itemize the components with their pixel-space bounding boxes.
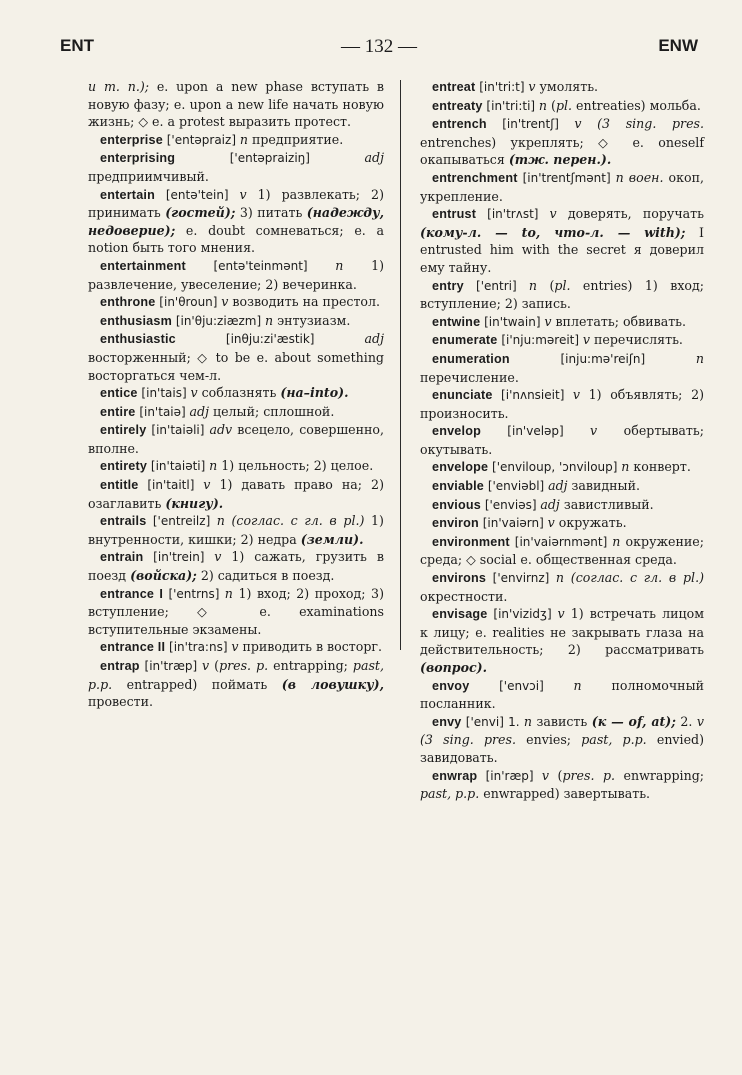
entry-headword: enthusiastic [100, 332, 176, 347]
entry-usage-note: (книгу). [165, 495, 224, 511]
entry-headword: enthrone [100, 295, 156, 310]
entry-grammar-label: pl. [555, 97, 573, 113]
entry-text: перечисление. [420, 369, 519, 385]
dictionary-entry [420, 115, 704, 169]
entry-grammar-label: adj [548, 478, 568, 494]
dictionary-entry [420, 569, 704, 605]
entry-headword: envisage [432, 607, 488, 622]
entry-headword: envoy [432, 678, 470, 693]
entry-usage-note: (в ловушку), [281, 676, 384, 692]
entry-grammar-label: v [202, 658, 210, 673]
entry-grammar-label: n [239, 131, 248, 147]
entry-text: вплетать; обвивать. [551, 313, 687, 329]
dictionary-entry [420, 277, 704, 313]
entry-pronunciation: ['envɔi] [469, 678, 574, 693]
entry-grammar-label: adj [540, 496, 560, 512]
dictionary-entry [420, 605, 704, 676]
dictionary-entry [88, 585, 384, 639]
entry-grammar-label: v [590, 423, 598, 439]
dictionary-entry [88, 149, 384, 185]
entry-text: 3) питать [235, 205, 307, 221]
entry-grammar-label: n [621, 459, 630, 475]
entry-pronunciation: [in'trentʃ] [486, 117, 575, 132]
dictionary-entry [88, 131, 384, 150]
entry-text: окрестности. [420, 588, 508, 604]
entry-pronunciation: [in'vizidʒ] [487, 607, 558, 622]
entry-headword: environment [432, 534, 510, 549]
entry-pronunciation: [in'taiə] [135, 404, 190, 419]
entry-pronunciation: [inθju:zi'æstik] [175, 332, 365, 347]
entry-text: 2) садиться в поезд. [196, 568, 335, 584]
dictionary-entry [420, 496, 704, 515]
entry-headword: entitle [100, 478, 139, 493]
entry-headword: entrap [100, 659, 140, 673]
entry-pronunciation: [in'tais] [137, 386, 191, 401]
entry-headword: envelop [432, 424, 481, 439]
entry-grammar-label: n [615, 169, 624, 185]
entry-grammar-label: pres. p. [219, 658, 269, 673]
entry-text: окружение; среда; ◇ social e. общественная среда. [420, 533, 704, 568]
entry-text: ( [537, 277, 555, 293]
entry-grammar-label: (3 sing. pres. [420, 732, 516, 748]
dictionary-entry [88, 257, 384, 293]
entry-headword: enviable [432, 479, 484, 494]
entry-text [225, 513, 232, 528]
entry-grammar-label: n [555, 570, 565, 586]
entry-text: enwrapped) завертывать. [479, 786, 651, 802]
entry-pronunciation: [in'taitl] [138, 478, 204, 493]
entry-headword: enterprising [100, 151, 176, 166]
dictionary-entry [420, 514, 704, 533]
entry-grammar-label: (соглас. с гл. в pl.) [570, 570, 704, 586]
entry-pronunciation: [in'θroun] [155, 295, 222, 310]
entry-grammar-label: adv [209, 422, 233, 438]
entry-pronunciation: [i'nʌnsieit] [492, 388, 573, 403]
dictionary-entry [88, 384, 384, 403]
right-column [420, 78, 704, 803]
entry-grammar-label: (соглас. с гл. в pl.) [231, 513, 365, 529]
entry-text: ( [209, 658, 220, 673]
entry-pronunciation: ['envirnz] [486, 571, 556, 586]
entry-grammar-label: past, p.p. [88, 658, 384, 692]
entry-usage-note: (гостей); [165, 205, 236, 221]
entry-grammar-label: v [549, 206, 557, 222]
entry-pronunciation: [in'trein] [143, 550, 215, 565]
dictionary-entry [420, 767, 704, 803]
entry-text: окружать. [554, 515, 627, 531]
entry-text: entrenches) укреплять; ◇ e. oneself окапываться [420, 134, 704, 168]
dictionary-entry [88, 330, 384, 384]
entry-usage-note: (надежду, недоверие); [88, 205, 384, 238]
dictionary-entry [420, 331, 704, 350]
entry-headword: envelope [432, 460, 489, 475]
dictionary-entry [88, 312, 384, 331]
dictionary-entry [420, 477, 704, 496]
entry-text: восторженный; ◇ to be e. about something восторгаться чем-л. [88, 349, 384, 383]
entry-headword: envy [432, 714, 462, 729]
entry-text: 1) давать право на; 2) озаглавить [88, 477, 384, 511]
entry-pronunciation: [in'tri:t] [475, 80, 529, 94]
entry-grammar-label: adj [364, 150, 384, 166]
entry-grammar-label: n [528, 277, 538, 293]
entry-text: окоп, укрепление. [420, 169, 704, 204]
entry-pronunciation: [in'tri:ti] [482, 98, 539, 113]
entry-text: envies; [515, 732, 582, 748]
entry-pronunciation: ['enviəs] [481, 497, 541, 512]
entry-headword: entrance II [100, 640, 166, 655]
page-number: — 132 — [341, 36, 417, 57]
entry-headword: entertainment [100, 258, 186, 273]
entry-headword: entirely [100, 423, 147, 438]
entry-text: 1) развлечение, увеселение; 2) вечеринка. [88, 257, 385, 292]
entry-text: 1) цельность; 2) целое. [217, 458, 374, 474]
entry-grammar-label: v [231, 639, 239, 655]
entry-pronunciation: [in'taiəli] [146, 423, 210, 438]
dictionary-entry [420, 97, 704, 116]
entry-grammar-label: n [209, 458, 218, 474]
entry-grammar-label: v [696, 713, 704, 729]
entry-text: entries) 1) вход; вступление; 2) запись. [420, 277, 704, 312]
entry-grammar-label: v [557, 606, 565, 622]
dictionary-entry [420, 350, 704, 386]
entry-pronunciation: ['entəpraiziŋ] [175, 151, 365, 166]
entry-text: провести. [88, 694, 153, 710]
entry-text: энтузиазм. [273, 312, 351, 328]
header-left-guide-word: ENT [60, 36, 94, 55]
entry-headword: entrain [100, 550, 144, 565]
entry-pronunciation: [in'θju:ziæzm] [172, 313, 265, 328]
entry-text: возводить на престол. [228, 294, 381, 310]
entry-grammar-label: v [574, 116, 582, 132]
entry-text: ( [547, 97, 556, 113]
entry-headword: entrench [432, 117, 487, 132]
entry-text: завидный. [567, 478, 640, 494]
entry-headword: enumerate [432, 333, 498, 348]
entry-usage-note: (вопрос). [420, 660, 488, 675]
entry-text: 2. [675, 713, 697, 729]
entry-headword: entertain [100, 187, 155, 202]
entry-pronunciation: [in'tra:ns] [165, 640, 232, 655]
entry-grammar-label: pl. [554, 277, 571, 293]
entry-grammar-label: v [544, 313, 552, 329]
dictionary-entry [420, 313, 704, 332]
entry-headword: entreaty [432, 98, 483, 113]
dictionary-entry [88, 548, 384, 584]
entry-text: 1) вход; 2) проход; 3) вступление; ◇ e. examinations вступительные экзамены. [88, 585, 384, 637]
entry-text: приводить в восторг. [238, 639, 382, 655]
entry-text: entreaties) мольба. [572, 97, 701, 113]
dictionary-entry [88, 657, 384, 711]
entry-grammar-label: воен. [628, 169, 664, 185]
entry-headword: entreat [432, 80, 476, 94]
entry-grammar-label: n [224, 585, 233, 601]
entry-pronunciation: [in'twain] [480, 314, 545, 329]
entry-text: e. doubt сомневаться; e. a notion быть того мнения. [88, 222, 384, 256]
entry-text: целый; сплошной. [209, 403, 335, 419]
entry-headword: enterprise [100, 132, 163, 147]
entry-pronunciation: [in'vaiərnmənt] [509, 534, 613, 549]
entry-pronunciation: ['envi] 1. [461, 714, 524, 729]
entry-text: зависть [532, 713, 592, 729]
entry-pronunciation: ['entreilz] [146, 514, 217, 529]
dictionary-entry [420, 386, 704, 422]
entry-pronunciation: ['enviəbl] [484, 479, 549, 494]
dictionary-entry [420, 205, 704, 276]
dictionary-entry [88, 638, 384, 657]
entry-grammar-label: v [582, 332, 591, 348]
entry-headword: entwine [432, 314, 481, 329]
entry-text: enwrapping; [615, 767, 704, 783]
entry-pronunciation: [entə'tein] [155, 187, 240, 202]
entry-text: полномочный посланник. [420, 677, 704, 712]
entry-grammar-label: past, p.p. [581, 732, 647, 748]
dictionary-entry [88, 186, 384, 257]
entry-text: соблазнять [197, 385, 281, 401]
entry-text: ( [549, 767, 563, 783]
entry-pronunciation: ['enviloup, 'ɔnviloup] [488, 460, 622, 475]
entry-usage-note: (к — of, at); [591, 713, 676, 729]
entry-pronunciation: [in'vaiərn] [478, 516, 548, 531]
entry-pronunciation: [i'nju:məreit] [497, 333, 583, 348]
entry-pronunciation: ['entrns] [163, 586, 225, 601]
entry-text: предприятие. [247, 131, 344, 147]
column-divider [400, 80, 401, 650]
page-header [60, 36, 698, 60]
entry-grammar-label: v [203, 477, 211, 493]
dictionary-entry [88, 512, 384, 548]
entry-pronunciation: [in'veləp] [481, 424, 591, 439]
entry-pronunciation: [inju:mə'reiʃn] [509, 351, 696, 366]
entry-grammar-label: n [695, 350, 704, 366]
entry-headword: entrails [100, 514, 147, 529]
entry-headword: entrust [432, 207, 477, 222]
entry-text: 1) сажать, грузить в поезд [88, 549, 384, 584]
entry-grammar-label: n [216, 513, 225, 529]
dictionary-entry [88, 476, 384, 512]
entry-headword: enwrap [432, 768, 478, 783]
entry-text: обертывать; окутывать. [420, 423, 704, 457]
entry-usage-note: (тж. перен.). [508, 152, 612, 168]
entry-headword: entice [100, 386, 138, 401]
entry-headword: envious [432, 497, 481, 512]
dictionary-entry [88, 457, 384, 476]
entry-grammar-label: (3 sing. pres. [597, 116, 704, 132]
entry-headword: environ [432, 516, 479, 531]
dictionary-entry [420, 78, 704, 97]
entry-usage-note: (на–into). [280, 385, 349, 401]
entry-grammar-label: n [573, 677, 582, 693]
entry-grammar-label: n [538, 97, 548, 113]
entry-grammar-label: v [547, 515, 555, 531]
entry-headword: entrenchment [432, 170, 518, 185]
entry-headword: entire [100, 404, 136, 419]
entry-headword: entrance I [100, 586, 164, 601]
entry-usage-note: (земли). [300, 531, 364, 547]
entry-grammar-label: v [221, 294, 229, 310]
dictionary-entry [420, 677, 704, 713]
dictionary-entry [88, 421, 384, 457]
dictionary-entry [420, 533, 704, 569]
entry-pronunciation: [in'ræp] [477, 768, 542, 783]
entry-pronunciation: [in'trentʃmənt] [517, 170, 616, 185]
entry-grammar-label: n [264, 312, 274, 328]
entry-text: завистливый. [559, 496, 654, 512]
entry-headword: entirety [100, 459, 148, 474]
header-right-guide-word: ENW [658, 36, 698, 55]
entry-text: I entrusted him with the secret я доверил ему тайну. [420, 224, 704, 275]
entry-grammar-label: n [335, 257, 344, 273]
entry-pronunciation: [entə'teinmənt] [185, 258, 336, 273]
entry-grammar-label: n [523, 713, 533, 729]
entry-text: предприимчивый. [88, 168, 209, 184]
entry-pronunciation: ['entəpraiz] [162, 132, 240, 147]
entry-grammar-label: v [541, 767, 550, 783]
entry-text: entrapping; [268, 658, 353, 673]
entry-grammar-label: v [190, 385, 198, 401]
entry-text: e. upon a new phase вступать в новую фазу; e. upon a new life начать новую жизнь; ◇ e. a protest выразить протест. [88, 79, 384, 130]
dictionary-entry [420, 169, 704, 205]
entry-text: 1) объявлять; 2) произносить. [420, 387, 704, 421]
entry-text: 1) встречать лицом к лицу; e. realities не закрывать глаза на действительность; 2) рассматривать [420, 606, 704, 658]
entry-grammar-label: past, p.p. [420, 786, 480, 802]
entry-grammar-label: adj [364, 331, 384, 347]
entry-text [564, 570, 571, 585]
dictionary-entry [420, 458, 704, 477]
entry-grammar-label: pres. p. [562, 767, 616, 783]
entry-text: envied) завидовать. [420, 732, 704, 765]
entry-pronunciation: [in'træp] [139, 659, 202, 673]
entry-headword: environs [432, 571, 487, 586]
entry-text: умолять. [535, 79, 599, 94]
entry-headword: enthusiasm [100, 313, 172, 328]
entry-grammar-label: adj [189, 403, 209, 419]
entry-pronunciation: [in'trʌst] [476, 207, 550, 222]
entry-grammar-label: u m. n.); [88, 79, 150, 94]
entry-pronunciation: ['entri] [463, 278, 529, 293]
entry-grammar-label: v [528, 79, 536, 94]
entry-usage-note: (кому-л. — to, что-л. — with); [420, 224, 686, 240]
entry-pronunciation: [in'taiəti] [147, 459, 210, 474]
entry-usage-note: (войска); [130, 568, 197, 584]
entry-grammar-label: v [572, 387, 580, 403]
entry-text: 1) развлекать; 2) принимать [88, 186, 384, 221]
dictionary-entry [88, 78, 384, 131]
left-column [88, 78, 384, 711]
entry-headword: enunciate [432, 388, 493, 403]
entry-text: конверт. [629, 459, 691, 475]
dictionary-entry [420, 422, 704, 458]
entry-text: entrapped) поймать [112, 676, 282, 692]
dictionary-entry [88, 293, 384, 312]
dictionary-entry [420, 713, 704, 767]
entry-grammar-label: n [612, 533, 621, 549]
entry-text: всецело, совершенно, вполне. [88, 422, 384, 456]
entry-headword: entry [432, 278, 464, 293]
entry-text: доверять, поручать [556, 206, 704, 222]
entry-grammar-label: v [214, 549, 222, 565]
entry-grammar-label: v [239, 186, 247, 202]
dictionary-entry [88, 403, 384, 422]
entry-headword: enumeration [432, 351, 510, 366]
entry-text [582, 116, 598, 131]
entry-text: 1) внутренности, кишки; 2) недра [88, 513, 384, 547]
entry-text: перечислять. [590, 332, 683, 348]
